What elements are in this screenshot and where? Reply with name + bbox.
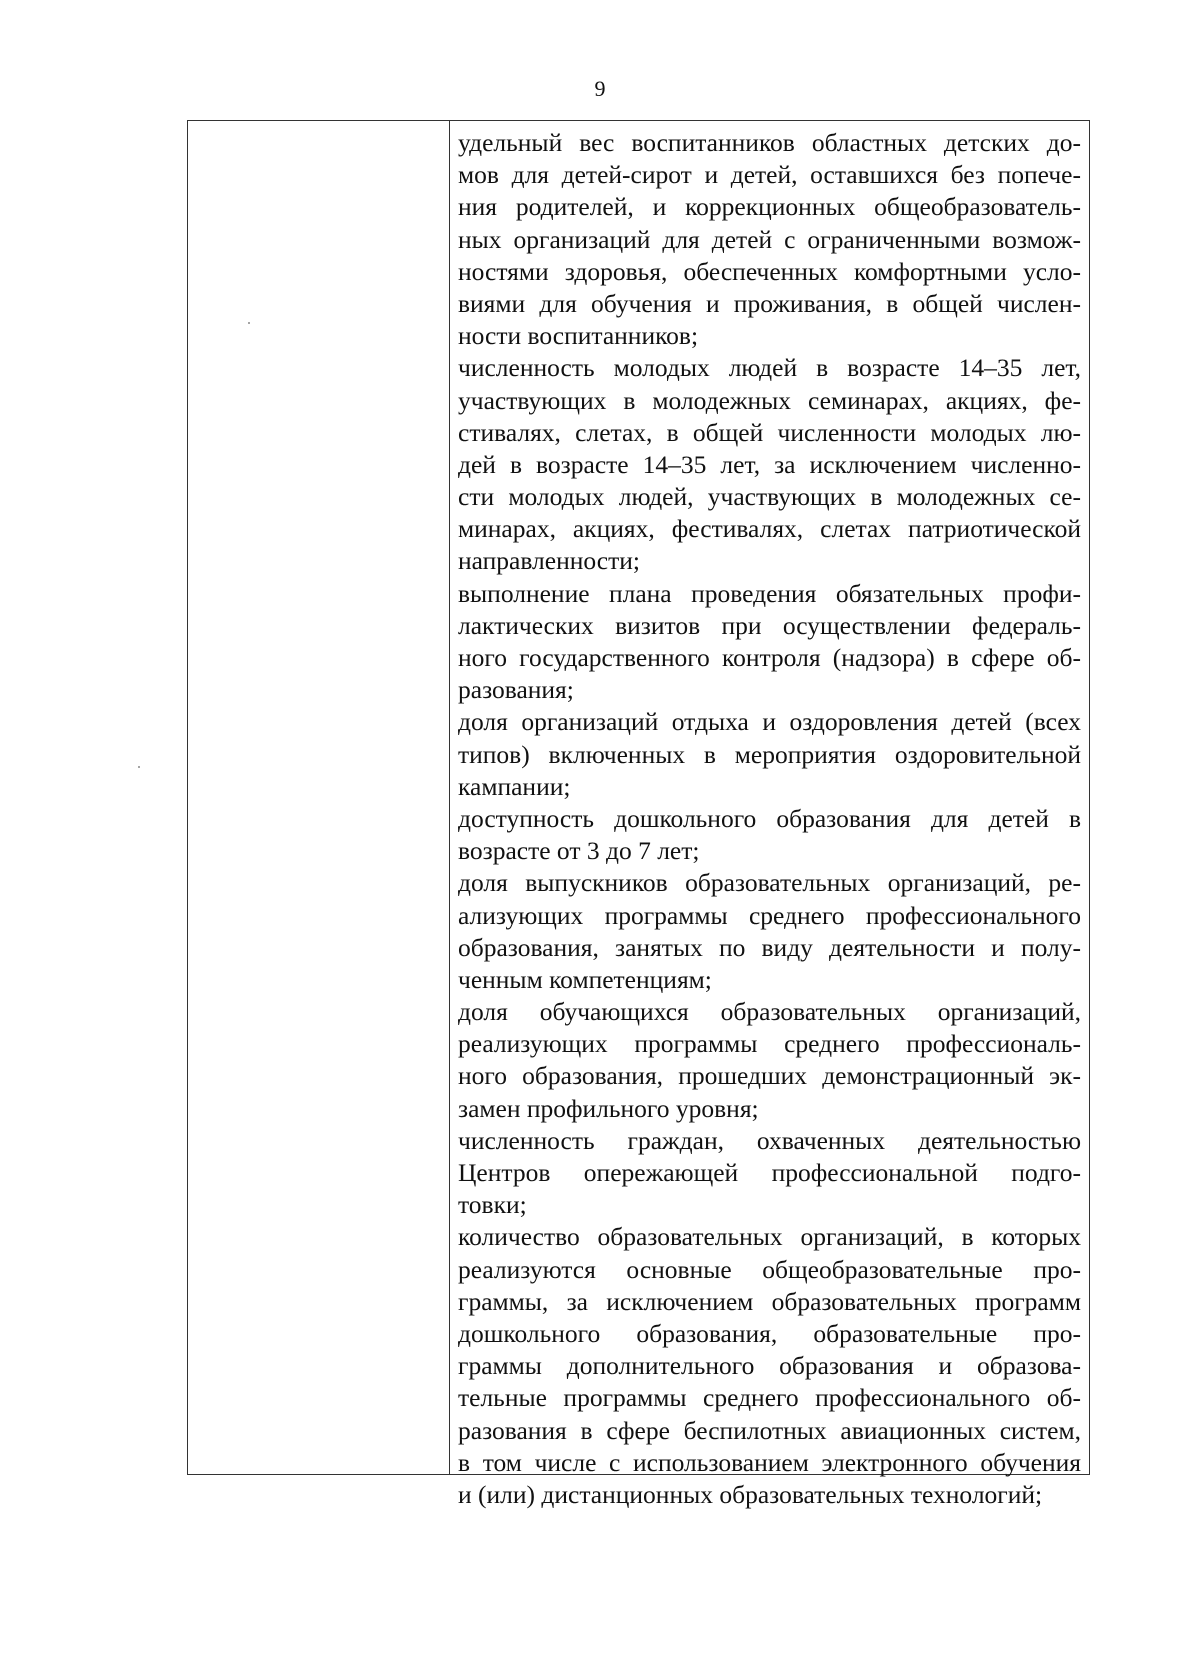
text-line: численность молодых людей в возрасте 14–35 лет, [458, 353, 1081, 383]
text-line: мов для детей-сирот и детей, оставшихся без попече- [458, 160, 1081, 190]
text-line: виями для обучения и проживания, в общей числен- [458, 288, 1081, 318]
scan-speck [138, 766, 140, 768]
indicator-paragraph [458, 803, 1081, 867]
text-line: дей в возрасте 14–35 лет, за исключением численно- [458, 449, 1081, 479]
text-line: разования в сфере беспилотных авиационных систем, [458, 1415, 1081, 1445]
indicator-paragraph [458, 706, 1081, 803]
text-line: ных организаций для детей с ограниченными возмож- [458, 224, 1081, 254]
text-line: минарах, акциях, фестивалях, слетах патриотической [458, 514, 1081, 544]
text-line: тельные программы среднего профессионального об- [458, 1383, 1081, 1413]
text-line: возрасте от 3 до 7 лет; [458, 836, 700, 866]
text-line: в том числе с использованием электронного обучения [458, 1447, 1081, 1477]
text-line: ного государственного контроля (надзора) в сфере об- [458, 643, 1081, 672]
indicator-paragraph [458, 352, 1081, 577]
text-line: кампании; [458, 771, 571, 801]
text-line: замен профильного уровня; [458, 1093, 759, 1123]
table-left-cell [188, 121, 450, 1474]
text-line: ния родителей, и коррекционных общеобразователь- [458, 192, 1081, 222]
text-line: товки; [458, 1190, 527, 1220]
table-right-cell [450, 121, 1089, 1509]
text-line: ченным компетенциям; [458, 964, 712, 994]
text-line: доля обучающихся образовательных организаций, [458, 997, 1081, 1027]
text-line: направленности; [458, 546, 640, 576]
text-line: численность граждан, охваченных деятельностью [458, 1125, 1081, 1155]
text-line: лактических визитов при осуществлении федераль- [458, 610, 1081, 640]
text-line: выполнение плана проведения обязательных профи- [458, 578, 1081, 608]
text-line: типов) включенных в мероприятия оздоровительной [458, 739, 1081, 769]
text-line: образования, занятых по виду деятельности и полу- [458, 932, 1081, 962]
indicator-paragraph [458, 127, 1081, 352]
indicator-paragraph [458, 578, 1081, 707]
text-line: Центров опережающей профессиональной подго- [458, 1158, 1081, 1187]
text-line: количество образовательных организаций, в которых [458, 1222, 1081, 1252]
text-line: удельный вес воспитанников областных детских до- [458, 128, 1081, 157]
text-line: реализующих программы среднего профессиональ- [458, 1029, 1081, 1059]
page-number: 9 [594, 76, 606, 101]
text-line: ности воспитанников; [458, 321, 699, 351]
text-line: дошкольного образования, образовательные про- [458, 1318, 1081, 1348]
text-line: граммы дополнительного образования и образова- [458, 1351, 1081, 1381]
text-line: доля организаций отдыха и оздоровления детей (всех [458, 707, 1081, 737]
text-line: стивалях, слетах, в общей численности молодых лю- [458, 417, 1081, 447]
indicator-paragraph [458, 1221, 1081, 1511]
text-line: реализуются основные общеобразовательные про- [458, 1254, 1081, 1284]
text-line: доступность дошкольного образования для детей в [458, 803, 1081, 833]
text-line: ализующих программы среднего профессионального [458, 900, 1081, 930]
indicator-paragraph [458, 996, 1081, 1125]
text-line: разования; [458, 675, 574, 705]
indicator-paragraph [458, 867, 1081, 996]
text-line: доля выпускников образовательных организаций, ре- [458, 868, 1081, 898]
text-line: ного образования, прошедших демонстрационный эк- [458, 1061, 1081, 1091]
text-line: граммы, за исключением образовательных программ [458, 1286, 1081, 1316]
text-line: ностями здоровья, обеспеченных комфортными усло- [458, 256, 1081, 286]
scan-speck [248, 322, 250, 324]
text-line: и (или) дистанционных образовательных технологий; [458, 1479, 1043, 1509]
indicator-paragraph [458, 1125, 1081, 1222]
text-line: сти молодых людей, участвующих в молодежных се- [458, 482, 1081, 512]
document-table [187, 120, 1090, 1509]
text-line: участвующих в молодежных семинарах, акциях, фе- [458, 385, 1081, 415]
